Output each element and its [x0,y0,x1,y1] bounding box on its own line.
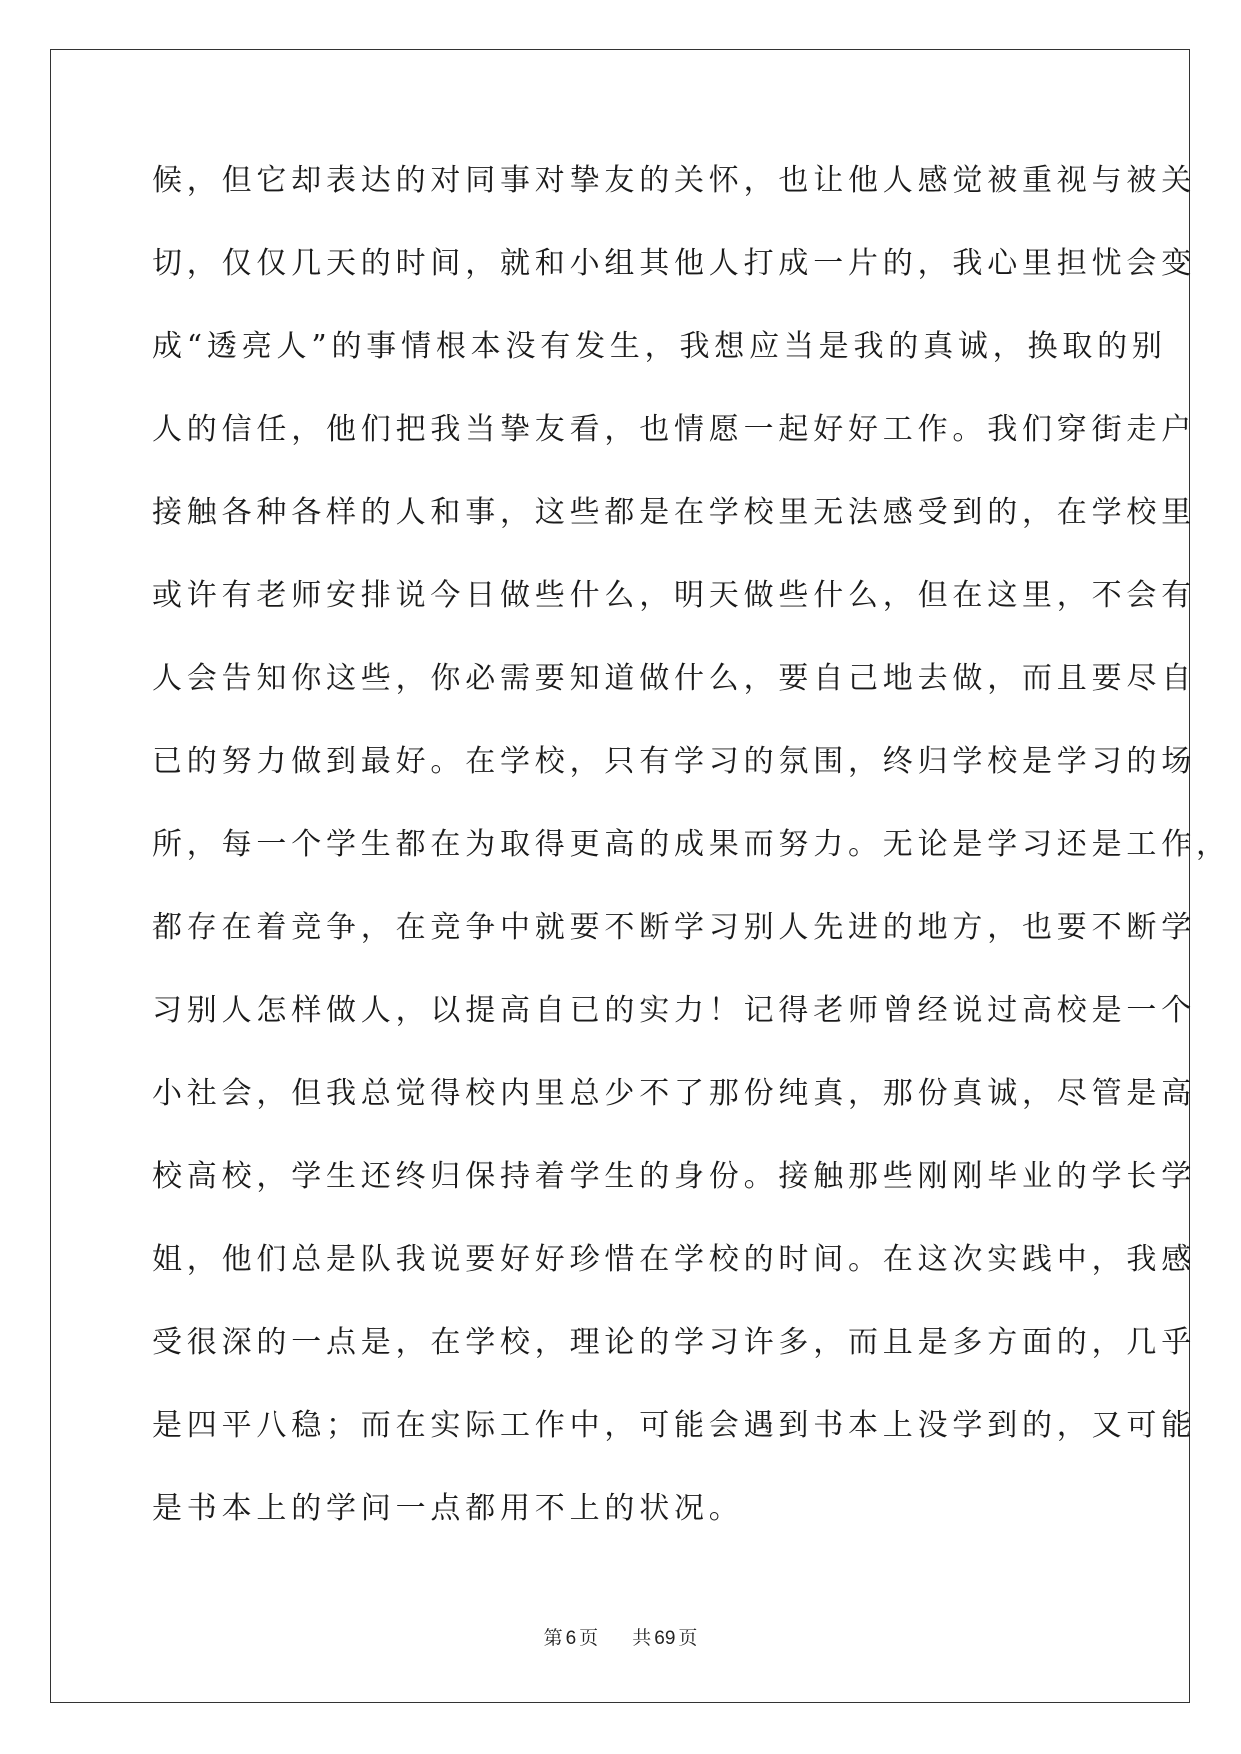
total-pages-indicator [632,1626,697,1651]
text-line-2: 切，仅仅几天的时间，就和小组其他人打成一片的，我心里担忧会变 [152,246,1196,281]
page-footer [0,1626,1241,1651]
text-line-17: 是书本上的学问一点都用不上的状况。 [152,1491,744,1526]
total-prefix: 共 [632,1627,652,1649]
text-line-1: 候，但它却表达的对同事对挚友的关怀，也让他人感觉被重视与被关 [152,163,1196,198]
text-line-8: 已的努力做到最好。在学校，只有学习的氛围，终归学校是学习的场 [152,744,1196,779]
text-line-3: 成“透亮人”的事情根本没有发生，我想应当是我的真诚，换取的别 [152,329,1167,364]
page-number: 6 [565,1628,577,1649]
text-line-16: 是四平八稳；而在实际工作中，可能会遇到书本上没学到的，又可能 [152,1408,1196,1443]
text-line-6: 或许有老师安排说今日做些什么，明天做些什么，但在这里，不会有 [152,578,1196,613]
text-line-11: 习别人怎样做人，以提高自已的实力！记得老师曾经说过高校是一个 [152,993,1196,1028]
total-pages: 69 [654,1628,676,1649]
text-line-12: 小社会，但我总觉得校内里总少不了那份纯真，那份真诚，尽管是高 [152,1076,1196,1111]
page-prefix: 第 [543,1627,563,1649]
text-line-14: 姐，他们总是队我说要好好珍惜在学校的时间。在这次实践中，我感 [152,1242,1196,1277]
text-line-13: 校高校，学生还终归保持着学生的身份。接触那些刚刚毕业的学长学 [152,1159,1196,1194]
page-suffix: 页 [579,1627,599,1649]
text-line-15: 受很深的一点是，在学校，理论的学习许多，而且是多方面的，几乎 [152,1325,1196,1360]
document-body [152,160,1231,1571]
text-line-5: 接触各种各样的人和事，这些都是在学校里无法感受到的，在学校里 [152,495,1196,530]
total-suffix: 页 [678,1627,698,1649]
text-line-4: 人的信任，他们把我当挚友看，也情愿一起好好工作。我们穿街走户 [152,412,1196,447]
page-indicator [544,1626,599,1651]
text-line-9: 所，每一个学生都在为取得更高的成果而努力。无论是学习还是工作， [152,827,1231,862]
text-line-7: 人会告知你这些，你必需要知道做什么，要自己地去做，而且要尽自 [152,661,1196,696]
text-line-10: 都存在着竞争，在竞争中就要不断学习别人先进的地方，也要不断学 [152,910,1196,945]
